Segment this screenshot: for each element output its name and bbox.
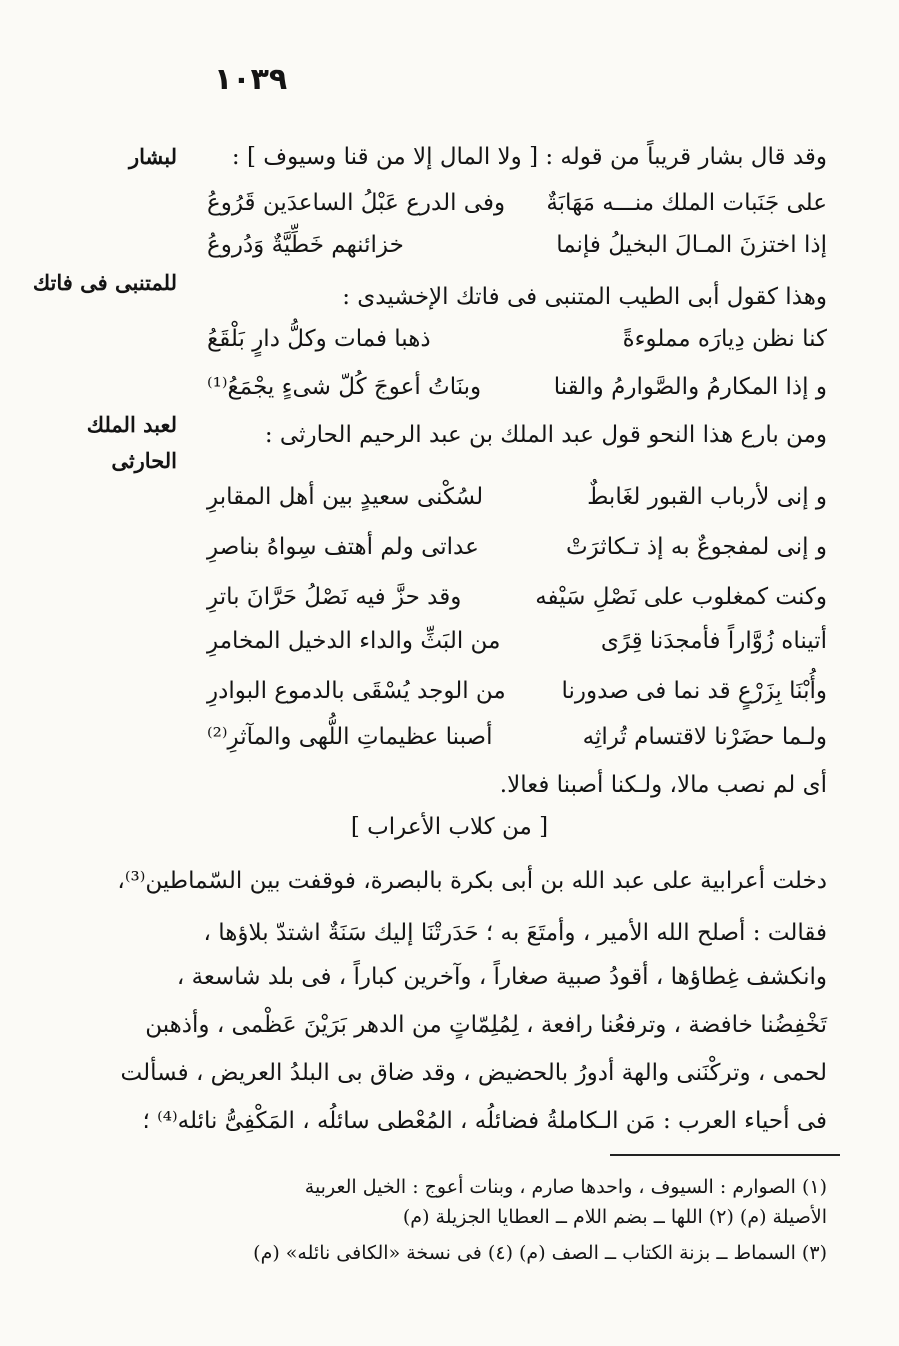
prose-line: تَخْفِضُنا خافضة ، وترفعُنا رافعة ، لِمُلِمّاتٍ من الدهر بَرَيْنَ عَظْمى ، وأذهبن	[145, 1012, 827, 1038]
section-heading: [ من كلاب الأعراب ]	[350, 814, 549, 840]
verse-second-hemistich: لسُكْنى سعيدٍ بين أهل المقابرِ	[207, 484, 484, 510]
verse-second-hemistich: من الوجد يُسْقَى بالدموع البوادرِ	[207, 678, 506, 704]
verse-first-hemistich: ولـما حضَرْنا لاقتسام تُراثِه	[582, 724, 827, 750]
verse-line	[207, 230, 827, 260]
verse-line	[207, 188, 827, 218]
verse-first-hemistich: و إذا المكارمُ والصَّوارمُ والقنا	[553, 374, 827, 400]
footnote-line: (٣) السماط ــ بزنة الكتاب ــ الصف (م) (٤) فى نسخة «الكافى نائله» (م)	[253, 1242, 827, 1264]
prose-line: وهذا كقول أبى الطيب المتنبى فى فاتك الإخشيدى :	[342, 284, 827, 310]
verse-line	[207, 372, 827, 402]
verse-second-hemistich: خزائنهم خَطِّيَّةٌ وَدُروعُ	[207, 232, 404, 258]
footnote-line: (١) الصوارم : السيوف ، واحدها صارم ، وبنات أعوج : الخيل العربية	[304, 1176, 827, 1198]
verse-line	[207, 324, 827, 354]
prose-line: فى أحياء العرب : مَن الـكاملةُ فضائلُه ، المُعْطى سائلُه ، المَكْفِىُّ نائله⁽⁴⁾ ؛	[142, 1108, 827, 1134]
margin-note-harithi: الحارثى	[111, 448, 177, 473]
verse-second-hemistich: من البَثِّ والداء الدخيل المخامرِ	[207, 628, 501, 654]
verse-line	[207, 532, 827, 562]
verse-line	[207, 626, 827, 656]
prose-line: فقالت : أصلح الله الأمير ، وأمتَعَ به ؛ حَدَرتْنَا إليك سَنَةٌ اشتدّ بلاؤها ،	[203, 920, 827, 946]
verse-second-hemistich: وفى الدرع عَبْلُ الساعدَين قَرُوعُ	[207, 190, 506, 216]
margin-note-bashar: لبشار	[128, 144, 177, 169]
margin-note-mutanabbi: للمتنبى فى فاتك	[32, 270, 177, 295]
verse-second-hemistich: أصبنا عظيماتِ اللُّهى والمآثرِ⁽²⁾	[207, 724, 493, 750]
verse-first-hemistich: و إنى لأرباب القبور لغَابطٌ	[587, 484, 827, 510]
verse-first-hemistich: وكنت كمغلوب على نَصْلِ سَيْفه	[535, 584, 827, 610]
prose-line: وقد قال بشار قريباً من قوله : [ ولا المال إلا من قنا وسيوف ] :	[231, 144, 827, 170]
verse-first-hemistich: أتيناه زُوَّاراً فأمجدَنا قِرًى	[600, 628, 827, 654]
verse-second-hemistich: عداتى ولم أهتف سِواهُ بناصرِ	[207, 534, 479, 560]
verse-second-hemistich: وبنَاتُ أعوجَ كُلّ شىءٍ يجْمَعُ⁽¹⁾	[207, 374, 482, 400]
prose-line: أى لم نصب مالا، ولـكنا أصبنا فعالا.	[499, 772, 827, 798]
prose-line: وانكشف غِطاؤها ، أقودُ صبية صغاراً ، وآخرين كباراً ، فى بلد شاسعة ،	[176, 964, 827, 990]
margin-note-abdulmalik: لعبد الملك	[86, 412, 177, 437]
verse-line	[207, 722, 827, 752]
verse-first-hemistich: كنا نظن دِيارَه مملوءةً	[622, 326, 827, 352]
verse-first-hemistich: وأُبْنَا بِزَرْعٍ قد نما فى صدورنا	[561, 678, 827, 704]
page-number: ١٠٣٩	[214, 62, 288, 97]
prose-line: ومن بارع هذا النحو قول عبد الملك بن عبد الرحيم الحارثى :	[264, 422, 827, 448]
verse-first-hemistich: إذا اختزنَ المـالَ البخيلُ فإنما	[556, 232, 827, 258]
verse-line	[207, 482, 827, 512]
verse-first-hemistich: على جَنَبات الملك منـــه مَهَابَةٌ	[546, 190, 827, 216]
prose-line: لحمى ، وتركْنَنى والهة أدورُ بالحضيض ، وقد ضاق بى البلدُ العريض ، فسألت	[120, 1060, 827, 1086]
verse-line	[207, 676, 827, 706]
verse-second-hemistich: وقد حزَّ فيه نَصْلُ حَرَّانَ باترِ	[207, 584, 462, 610]
verse-line	[207, 582, 827, 612]
verse-second-hemistich: ذهبا فمات وكلُّ دارٍ بَلْقَعُ	[207, 326, 431, 352]
prose-line: دخلت أعرابية على عبد الله بن أبى بكرة بالبصرة، فوقفت بين السّماطين⁽³⁾،	[117, 868, 827, 894]
verse-first-hemistich: و إنى لمفجوعٌ به إذ تـكاثرَتْ	[566, 534, 827, 560]
footnote-rule	[610, 1154, 840, 1156]
footnote-line: الأصيلة (م) (٢) اللها ــ بضم اللام ــ العطايا الجزيلة (م)	[402, 1206, 827, 1228]
